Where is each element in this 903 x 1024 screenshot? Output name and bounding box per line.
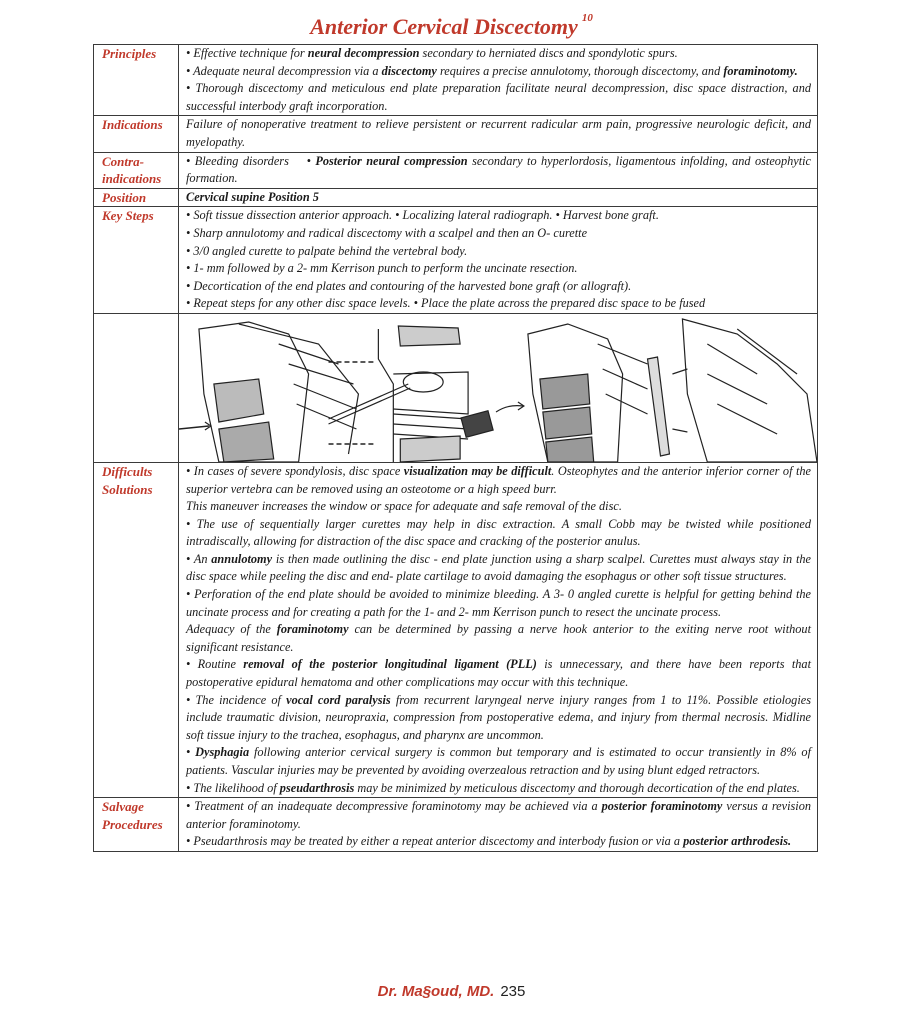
label-position: Position <box>94 188 179 207</box>
difficulty-item: • The use of sequentially larger curettes may help in disc extraction. A small Cobb may be twisted while positioned intradiscally, allowing for distraction of the disc space and cracking of the posterior anulus. <box>186 516 811 549</box>
procedure-table <box>93 44 818 852</box>
surgical-illustration <box>179 313 818 462</box>
principle-item: • Thorough discectomy and meticulous end plate preparation facilitate neural decompression, disc space distraction, and successful interbody graft incorporation. <box>186 81 811 113</box>
row-contraindications <box>94 152 818 188</box>
key-step-item: • Decortication of the end plates and contouring of the harvested bone graft (or allograft). <box>186 278 632 293</box>
key-step-item: • Repeat steps for any other disc space levels. • Place the plate across the prepared disc space to be fused <box>186 296 706 311</box>
label-salvage: Salvage Procedures <box>94 798 179 852</box>
spine-segment-drawing-1 <box>179 322 358 462</box>
salvage-item: • Pseudarthrosis may be treated by either a repeat anterior discectomy and interbody fusion or via a posterior arthrodesis. <box>186 834 792 849</box>
difficulty-item: • An annulotomy is then made outlining the disc - end plate junction using a sharp scalpel. Curettes must always stay in the disc space while peeling the disc and end- plate cartilage to avoid damaging the esophagus or other soft tissue structures. <box>186 551 811 584</box>
difficulty-item: This maneuver increases the window or space for adequate and safe removal of the disc. <box>186 499 622 514</box>
difficulty-item: • The incidence of vocal cord paralysis from recurrent laryngeal nerve injury ranges from 1 to 11%. Possible etiologies include traumatic division, neuropraxia, compression from postoperative edema, and injury from thermal necrosis. Midline soft tissue injury to the trachea, esophagus, and pharynx are uncommon. <box>186 692 811 742</box>
label-difficulties: Difficults Solutions <box>94 462 179 797</box>
content-principles <box>179 45 818 116</box>
key-step-item: • 3/0 angled curette to palpate behind the vertebral body. <box>186 243 468 258</box>
content-key-steps <box>179 207 818 314</box>
spine-segment-drawing-2 <box>528 324 648 462</box>
page-footer <box>0 983 903 1000</box>
key-step-item: • Sharp annulotomy and radical discectomy with a scalpel and then an O- curette <box>186 225 588 240</box>
label-indications: Indications <box>94 116 179 152</box>
page-title: Anterior Cervical Discectomy $^{10}$ <box>310 12 593 39</box>
row-indications <box>94 116 818 152</box>
row-key-steps <box>94 207 818 314</box>
principle-item: • Effective technique for neural decompression secondary to herniated discs and spondylotic spurs. <box>186 46 678 60</box>
content-indications: Failure of nonoperative treatment to relieve persistent or recurrent radicular arm pain, progressive neurologic deficit, and myelopathy. <box>179 116 818 152</box>
bone-graft-drawing <box>461 411 493 438</box>
content-position: Cervical supine Position 5 <box>179 188 818 207</box>
row-position <box>94 188 818 207</box>
title-reference: 10 <box>581 12 593 24</box>
content-contraindications: • Bleeding disorders • Posterior neural compression secondary to hyperlordosis, ligamentous infolding, and osteophytic formation. <box>179 152 818 188</box>
content-difficulties <box>179 462 818 797</box>
difficulty-item: Adequacy of the foraminotomy can be determined by passing a nerve hook anterior to the exiting nerve root without significant resistance. <box>186 622 811 654</box>
difficulty-item: • In cases of severe spondylosis, disc space visualization may be difficult. Osteophytes and the anterior inferior corner of the superior vertebra can be removed using an osteotome or a high speed burr. <box>186 463 811 496</box>
row-difficulties <box>94 462 818 797</box>
key-step-item: • 1- mm followed by a 2- mm Kerrison punch to perform the uncinate resection. <box>186 261 578 276</box>
difficulty-item: • The likelihood of pseudarthrosis may be minimized by meticulous discectomy and thorough decortication of the end plates. <box>186 780 800 795</box>
content-salvage <box>179 798 818 852</box>
key-step-item: • Soft tissue dissection anterior approach. • Localizing lateral radiograph. • Harvest bone graft. <box>186 208 659 223</box>
page-number: 235 <box>500 983 526 1000</box>
surgical-steps-illustration <box>179 314 817 462</box>
difficulty-item: • Perforation of the end plate should be avoided to minimize bleeding. A 3- 0 angled curette is helpful for getting behind the uncinate process and for creating a path for the 1- and 2- mm Kerrison punch to resect the uncinate process. <box>186 587 811 619</box>
label-key-steps: Key Steps <box>94 207 179 314</box>
anterior-plate-drawing <box>648 319 817 462</box>
label-principles: Principles <box>94 45 179 116</box>
salvage-item: • Treatment of an inadequate decompressive foraminotomy may be achieved via a posterior foraminotomy versus a revision anterior foraminotomy. <box>186 799 812 831</box>
principle-item: • Adequate neural decompression via a discectomy requires a precise annulotomy, thorough discectomy, and foraminotomy. <box>186 63 798 78</box>
footer-author: Dr. Ma§oud, MD. <box>377 983 495 1000</box>
row-principles <box>94 45 818 116</box>
difficulty-item: • Routine removal of the posterior longitudinal ligament (PLL) is unnecessary, and there have been reports that postoperative epidural hematoma and other complications may occur with this technique. <box>186 657 811 690</box>
row-illustration <box>94 313 818 462</box>
disc-instrument-drawing <box>329 326 469 462</box>
label-contraindications: Contra- indications <box>94 152 179 188</box>
difficulty-item: • Dysphagia following anterior cervical surgery is common but temporary and is estimated to occur transiently in 8% of patients. Vascular injuries may be prevented by avoiding overzealous retraction and by using blunt edged retractors. <box>186 745 811 777</box>
row-salvage <box>94 798 818 852</box>
